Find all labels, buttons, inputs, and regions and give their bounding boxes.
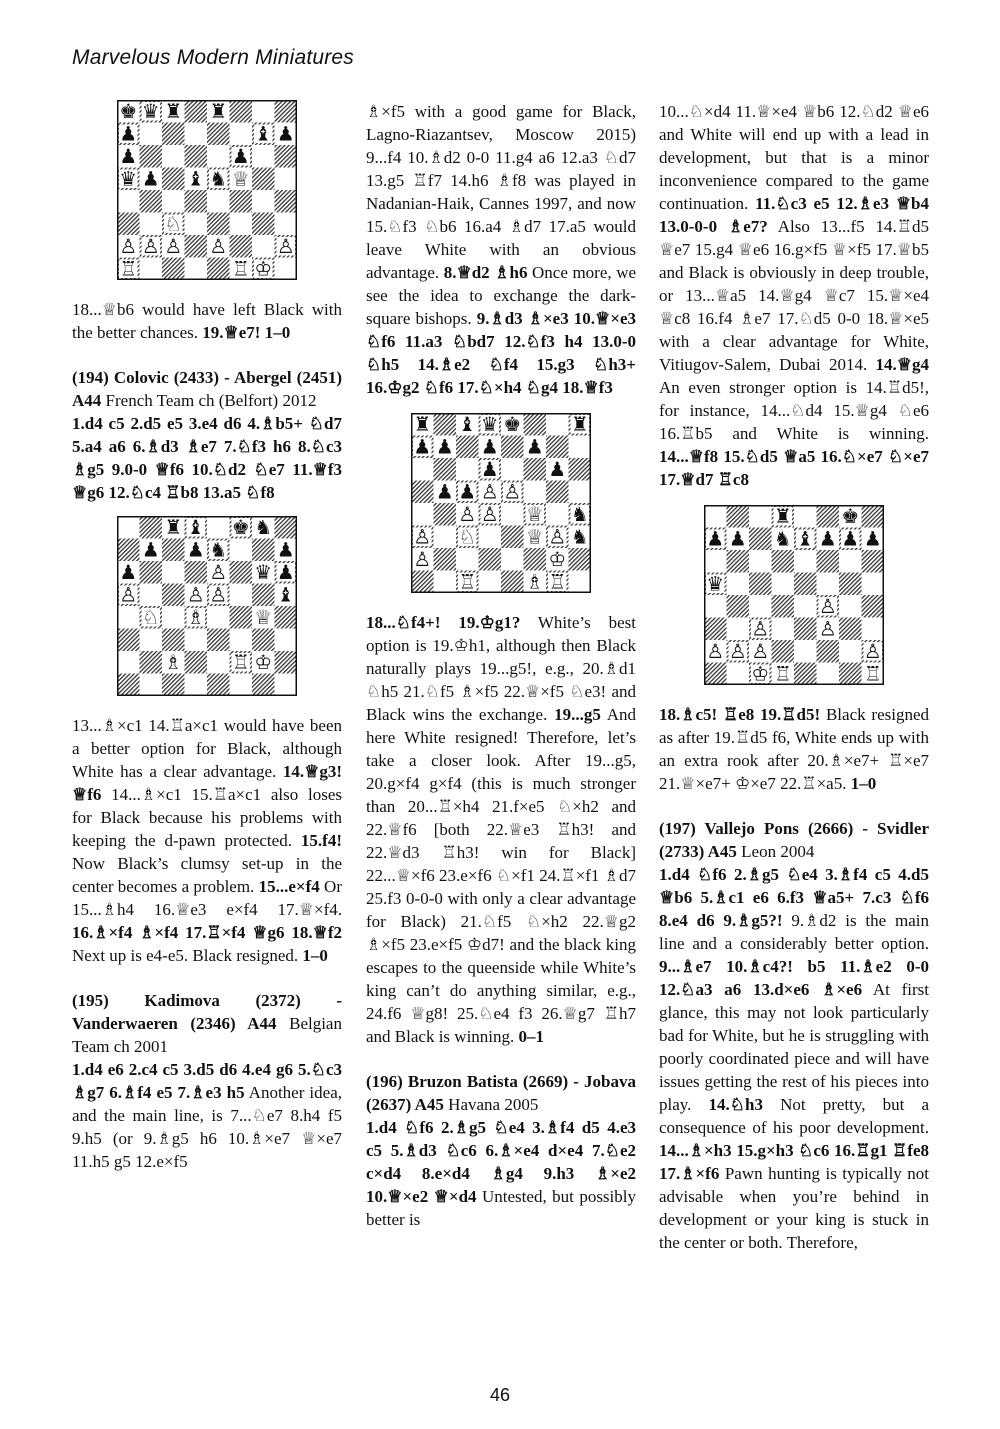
dark-square	[230, 100, 253, 123]
light-square	[456, 548, 479, 571]
dark-square	[252, 168, 275, 191]
light-square	[252, 145, 275, 168]
white-pawn-icon: ♙	[548, 525, 567, 549]
light-square	[839, 595, 862, 618]
white-pawn-icon: ♙	[458, 503, 477, 526]
light-square	[117, 516, 140, 539]
dark-square	[524, 458, 547, 481]
light-square	[230, 123, 253, 146]
dark-square	[117, 213, 140, 236]
white-rook-icon: ♖	[773, 662, 792, 685]
dark-square	[162, 674, 185, 697]
light-square	[704, 595, 727, 618]
black-pawn-icon: ♟	[186, 538, 205, 562]
light-square	[207, 606, 230, 629]
white-pawn-icon: ♙	[706, 640, 725, 663]
game-heading: (197) Vallejo Pons (2666) - Svidler (2733) A45 Leon 2004	[659, 819, 929, 861]
white-pawn-icon: ♙	[480, 480, 499, 504]
white-pawn-icon: ♙	[413, 548, 432, 571]
white-rook-icon: ♖	[119, 257, 138, 280]
dark-square	[794, 663, 817, 686]
black-pawn-icon: ♟	[458, 480, 477, 504]
light-square	[839, 640, 862, 663]
light-square	[275, 629, 298, 652]
dark-square	[434, 413, 457, 436]
dark-square	[411, 571, 434, 594]
black-pawn-icon: ♟	[231, 145, 250, 168]
white-pawn-icon: ♙	[751, 617, 770, 641]
dark-square	[275, 145, 298, 168]
dark-square	[862, 505, 885, 528]
black-bishop-icon: ♝	[796, 527, 815, 551]
light-square	[772, 573, 795, 596]
dark-square	[162, 584, 185, 607]
light-square	[230, 539, 253, 562]
white-queen-icon: ♕	[525, 525, 544, 549]
dark-square	[749, 573, 772, 596]
black-rook-icon: ♜	[164, 516, 183, 539]
black-king-icon: ♚	[503, 413, 522, 436]
black-knight-icon: ♞	[570, 525, 589, 549]
white-pawn-icon: ♙	[480, 503, 499, 526]
black-pawn-icon: ♟	[480, 435, 499, 459]
light-square	[569, 481, 592, 504]
black-pawn-icon: ♟	[706, 527, 725, 551]
white-pawn-icon: ♙	[818, 595, 837, 618]
light-square	[162, 561, 185, 584]
light-square	[117, 606, 140, 629]
light-square	[772, 618, 795, 641]
black-knight-icon: ♞	[209, 538, 228, 562]
black-pawn-icon: ♟	[276, 538, 295, 562]
white-rook-icon: ♖	[548, 570, 567, 593]
dark-square	[501, 571, 524, 594]
white-pawn-icon: ♙	[119, 235, 138, 258]
black-pawn-icon: ♟	[276, 561, 295, 584]
white-queen-icon: ♕	[254, 606, 273, 629]
black-bishop-icon: ♝	[276, 583, 295, 607]
dark-square	[207, 258, 230, 281]
chess-diagram	[411, 413, 591, 593]
dark-square	[772, 595, 795, 618]
black-knight-icon: ♞	[209, 167, 228, 191]
black-pawn-icon: ♟	[119, 145, 138, 168]
dark-square	[275, 190, 298, 213]
light-square	[140, 123, 163, 146]
running-header: Marvelous Modern Miniatures	[72, 46, 355, 69]
chess-diagram	[704, 505, 884, 685]
light-square	[749, 550, 772, 573]
dark-square	[140, 561, 163, 584]
game-moves: 1.d4 c5 2.d5 e5 3.e4 d6 4.♗b5+ ♘d7 5.a4 a6 6.♗d3 ♗e7 7.♘f3 h6 8.♘c3 ♗g5 9.0-0 ♕f6 10.♘d2 ♘e7 11.♕f3 ♕g6 12.♘c4 ♖b8 13.a5 ♘f8	[72, 414, 342, 502]
white-pawn-icon: ♙	[186, 583, 205, 607]
paragraph: 10...♘×d4 11.♕×e4 ♕b6 12.♘d2 ♕e6 and White will end up with a lead in development, but that is a minor inconvenience compared to the game continuation. 11.♘c3 e5 12.♗e3 ♕b4 13.0-0-0 ♗e7? Also 13...f5 14.♖d5 ♕e7 15.g4 ♕e6 16.g×f5 ♕×f5 17.♕b5 and Black is obviously in deep trouble, or 13...♕a5 14.♕g4 ♕c7 15.♕×e4 ♕c8 16.f4 ♗e7 17.♘d5 0-0 18.♕×e5 with a clear advantage for White, Vitiugov-Salem, Dubai 2014. 14.♕g4 An even stronger option is 14.♖d5!, for instance, 14...♘d4 15.♕g4 ♘e6 16.♖b5 and White is winning. 14...♕f8 15.♘d5 ♕a5 16.♘×e7 ♘×e7 17.♕d7 ♖c8	[659, 102, 930, 489]
column-1	[72, 100, 342, 1173]
white-pawn-icon: ♙	[209, 561, 228, 584]
black-pawn-icon: ♟	[863, 527, 882, 551]
black-queen-icon: ♛	[119, 167, 138, 191]
dark-square	[794, 618, 817, 641]
dark-square	[839, 573, 862, 596]
white-knight-icon: ♘	[164, 212, 183, 236]
dark-square	[252, 213, 275, 236]
light-square	[411, 458, 434, 481]
black-pawn-icon: ♟	[413, 435, 432, 459]
light-square	[749, 505, 772, 528]
light-square	[252, 190, 275, 213]
light-square	[501, 503, 524, 526]
paragraph: 1.d4 e6 2.c4 c5 3.d5 d6 4.e4 g6 5.♘c3 ♗g7 6.♗f4 e5 7.♗e3 h5 Another idea, and the main line, is 7...♘e7 8.h4 f5 9.h5 (or 9.♗g5 h6 10.♗×e7 ♕×e7 11.h5 g5 12.e×f5	[72, 1060, 342, 1171]
light-square	[140, 674, 163, 697]
white-king-icon: ♔	[254, 257, 273, 280]
dark-square	[185, 190, 208, 213]
light-square	[162, 606, 185, 629]
dark-square	[230, 190, 253, 213]
dark-square	[569, 458, 592, 481]
black-queen-icon: ♛	[480, 413, 499, 436]
dark-square	[207, 123, 230, 146]
black-bishop-icon: ♝	[254, 122, 273, 146]
light-square	[817, 573, 840, 596]
dark-square	[162, 539, 185, 562]
dark-square	[230, 561, 253, 584]
black-pawn-icon: ♟	[548, 458, 567, 481]
black-knight-icon: ♞	[254, 516, 273, 539]
black-pawn-icon: ♟	[818, 527, 837, 551]
black-pawn-icon: ♟	[119, 561, 138, 584]
black-king-icon: ♚	[841, 505, 860, 528]
white-rook-icon: ♖	[231, 257, 250, 280]
light-square	[794, 595, 817, 618]
dark-square	[839, 618, 862, 641]
dark-square	[524, 413, 547, 436]
white-pawn-icon: ♙	[818, 617, 837, 641]
light-square	[185, 213, 208, 236]
dark-square	[162, 168, 185, 191]
black-pawn-icon: ♟	[276, 122, 295, 146]
light-square	[162, 145, 185, 168]
light-square	[704, 550, 727, 573]
dark-square	[275, 651, 298, 674]
dark-square	[140, 145, 163, 168]
white-bishop-icon: ♗	[186, 606, 205, 629]
dark-square	[862, 595, 885, 618]
dark-square	[117, 674, 140, 697]
black-pawn-icon: ♟	[435, 435, 454, 459]
light-square	[434, 526, 457, 549]
black-pawn-icon: ♟	[141, 538, 160, 562]
white-rook-icon: ♖	[231, 651, 250, 674]
light-square	[794, 550, 817, 573]
light-square	[456, 458, 479, 481]
black-pawn-icon: ♟	[525, 435, 544, 459]
light-square	[117, 190, 140, 213]
white-king-icon: ♔	[751, 662, 770, 685]
dark-square	[727, 505, 750, 528]
light-square	[411, 503, 434, 526]
dark-square	[162, 123, 185, 146]
paragraph: 1.d4 ♘f6 2.♗g5 ♘e4 3.♗f4 c5 4.d5 ♕b6 5.♗c1 e6 6.f3 ♕a5+ 7.c3 ♘f6 8.e4 d6 9.♗g5?! 9.♗d2 is the main line and a considerably better option. 9...♗e7 10.♗c4?! b5 11.♗e2 0-0 12.♘a3 a6 13.d×e6 ♗×e6 At first glance, this may not look particularly bad for White, but he is struggling with poorly coordinated piece and will have issues getting the rest of his pieces into play. 14.♘h3 Not pretty, but a consequence of his poor development. 14...♗×h3 15.g×h3 ♘c6 16.♖g1 ♖fe8 17.♗×f6 Pawn hunting is typically not advisable when you’re behind in development or your king is stuck in the center or both. Therefore,	[659, 865, 930, 1252]
black-queen-icon: ♛	[141, 100, 160, 123]
paragraph: 18...♘f4+! 19.♔g1? White’s best option is 19.♔h1, although then Black naturally plays 19...g5!, e.g., 20.♗d1 ♘h5 21.♘f5 ♗×f5 22.♕×f5 ♘e3! and Black wins the exchange. 19...g5 And here White resigned! Therefore, let’s take a closer look. After 19...g5, 20.g×f4 g×f4 (this is much stronger than 20...♖×h4 21.f×e5 ♘×h2 and 22.♕f6 [both 22.♕e3 ♖h3! and 22.♕d3 ♖h3! win for Black] 22...♕×f6 23.e×f6 ♘×f1 24.♖×f1 ♗d7 25.f3 0-0-0 with only a clear advantage for Black) 21.♘f5 ♘×h2 22.♕g2 ♗×f5 23.e×f5 ♔d7! and the black king escapes to the queenside while White’s king can’t do anything similar, e.g., 24.f6 ♕g8! 25.♘e4 f3 26.♕g7 ♖h7 and Black is winning. 0–1	[366, 613, 637, 1046]
game-heading: (195) Kadimova (2372) - Vanderwaeren (2346) A44 Belgian Team ch 2001	[72, 991, 342, 1056]
white-pawn-icon: ♙	[413, 525, 432, 549]
dark-square	[704, 618, 727, 641]
light-square	[140, 213, 163, 236]
dark-square	[185, 100, 208, 123]
light-square	[230, 584, 253, 607]
light-square	[207, 516, 230, 539]
light-square	[207, 145, 230, 168]
dark-square	[727, 550, 750, 573]
dark-square	[434, 458, 457, 481]
light-square	[207, 651, 230, 674]
dark-square	[817, 550, 840, 573]
light-square	[794, 640, 817, 663]
black-pawn-icon: ♟	[480, 458, 499, 481]
light-square	[140, 584, 163, 607]
light-square	[207, 190, 230, 213]
dark-square	[772, 550, 795, 573]
black-king-icon: ♚	[119, 100, 138, 123]
black-rook-icon: ♜	[164, 100, 183, 123]
dark-square	[546, 481, 569, 504]
white-rook-icon: ♖	[458, 570, 477, 593]
light-square	[839, 550, 862, 573]
light-square	[434, 571, 457, 594]
light-square	[162, 190, 185, 213]
dark-square	[140, 190, 163, 213]
dark-square	[162, 629, 185, 652]
light-square	[275, 674, 298, 697]
light-square	[275, 258, 298, 281]
dark-square	[275, 516, 298, 539]
dark-square	[456, 436, 479, 459]
black-pawn-icon: ♟	[841, 527, 860, 551]
dark-square	[140, 651, 163, 674]
dark-square	[117, 539, 140, 562]
dark-square	[230, 235, 253, 258]
black-knight-icon: ♞	[773, 527, 792, 551]
light-square	[185, 258, 208, 281]
page-number: 46	[489, 1385, 511, 1405]
light-square	[727, 663, 750, 686]
light-square	[546, 413, 569, 436]
white-pawn-icon: ♙	[276, 235, 295, 258]
black-rook-icon: ♜	[570, 413, 589, 436]
black-rook-icon: ♜	[209, 100, 228, 123]
light-square	[275, 168, 298, 191]
column-2	[366, 100, 636, 1231]
dark-square	[140, 516, 163, 539]
dark-square	[185, 235, 208, 258]
white-pawn-icon: ♙	[209, 235, 228, 258]
white-pawn-icon: ♙	[503, 480, 522, 504]
white-knight-icon: ♘	[141, 606, 160, 629]
light-square	[817, 663, 840, 686]
white-queen-icon: ♕	[231, 167, 250, 191]
light-square	[569, 571, 592, 594]
dark-square	[434, 548, 457, 571]
paragraph: 1.d4 ♘f6 2.♗g5 ♘e4 3.♗f4 d5 4.e3 c5 5.♗d3 ♘c6 6.♗×e4 d×e4 7.♘e2 c×d4 8.e×d4 ♗g4 9.h3 ♗×e2 10.♕×e2 ♕×d4 Untested, but possibly better is	[366, 1118, 636, 1229]
white-pawn-icon: ♙	[119, 583, 138, 607]
dark-square	[704, 663, 727, 686]
light-square	[230, 674, 253, 697]
dark-square	[185, 561, 208, 584]
dark-square	[501, 436, 524, 459]
light-square	[501, 548, 524, 571]
white-king-icon: ♔	[254, 651, 273, 674]
column-3	[659, 100, 929, 1254]
dark-square	[185, 651, 208, 674]
white-king-icon: ♔	[548, 548, 567, 571]
dark-square	[501, 526, 524, 549]
dark-square	[230, 606, 253, 629]
black-rook-icon: ♜	[413, 413, 432, 436]
black-king-icon: ♚	[231, 516, 250, 539]
dark-square	[727, 595, 750, 618]
dark-square	[434, 503, 457, 526]
white-queen-icon: ♕	[525, 503, 544, 526]
black-queen-icon: ♛	[706, 572, 725, 596]
black-bishop-icon: ♝	[186, 167, 205, 191]
light-square	[117, 651, 140, 674]
dark-square	[185, 145, 208, 168]
light-square	[252, 235, 275, 258]
black-knight-icon: ♞	[570, 503, 589, 526]
black-queen-icon: ♛	[254, 561, 273, 584]
black-bishop-icon: ♝	[186, 516, 205, 539]
dark-square	[569, 548, 592, 571]
white-pawn-icon: ♙	[751, 640, 770, 663]
white-bishop-icon: ♗	[164, 651, 183, 674]
dark-square	[817, 640, 840, 663]
light-square	[479, 571, 502, 594]
light-square	[546, 503, 569, 526]
black-pawn-icon: ♟	[141, 167, 160, 191]
black-rook-icon: ♜	[773, 505, 792, 528]
dark-square	[524, 548, 547, 571]
light-square	[569, 436, 592, 459]
white-pawn-icon: ♙	[728, 640, 747, 663]
black-bishop-icon: ♝	[458, 413, 477, 436]
light-square	[252, 100, 275, 123]
light-square	[230, 629, 253, 652]
dark-square	[749, 528, 772, 551]
paragraph: ♗×f5 with a good game for Black, Lagno-Riazantsev, Moscow 2015) 9...f4 10.♗d2 0-0 11.g4 a6 12.a3 ♘d7 13.g5 ♖f7 14.h6 ♗f8 was played in Nadanian-Haik, Cannes 1997, and now 15.♘f3 ♘b6 16.a4 ♗d7 17.a5 would leave White with an obvious advantage. 8.♕d2 ♗h6 Once more, we see the idea to exchange the dark-square bishops. 9.♗d3 ♗×e3 10.♕×e3 ♘f6 11.a3 ♘bd7 12.♘f3 h4 13.0-0 ♘h5 14.♗e2 ♘f4 15.g3 ♘h3+ 16.♔g2 ♘f6 17.♘×h4 ♘g4 18.♕f3	[366, 102, 637, 397]
dark-square	[275, 100, 298, 123]
dark-square	[546, 436, 569, 459]
light-square	[140, 629, 163, 652]
game-heading: (196) Bruzon Batista (2669) - Jobava (2637) A45 Havana 2005	[366, 1072, 636, 1114]
light-square	[524, 481, 547, 504]
dark-square	[207, 213, 230, 236]
chess-diagram	[117, 516, 297, 696]
dark-square	[862, 550, 885, 573]
light-square	[727, 618, 750, 641]
light-square	[862, 618, 885, 641]
dark-square	[207, 629, 230, 652]
light-square	[501, 458, 524, 481]
light-square	[862, 573, 885, 596]
white-pawn-icon: ♙	[209, 583, 228, 607]
dark-square	[794, 573, 817, 596]
dark-square	[275, 606, 298, 629]
dark-square	[117, 629, 140, 652]
white-rook-icon: ♖	[863, 662, 882, 685]
white-pawn-icon: ♙	[141, 235, 160, 258]
dark-square	[479, 548, 502, 571]
light-square	[230, 213, 253, 236]
light-square	[140, 258, 163, 281]
black-pawn-icon: ♟	[435, 480, 454, 504]
dark-square	[207, 674, 230, 697]
dark-square	[252, 629, 275, 652]
white-pawn-icon: ♙	[863, 640, 882, 663]
light-square	[704, 505, 727, 528]
dark-square	[772, 640, 795, 663]
light-square	[727, 573, 750, 596]
paragraph: 13...♗×c1 14.♖a×c1 would have been a better option for Black, although White has a clear advantage. 14.♕g3! ♕f6 14...♗×c1 15.♖a×c1 also loses for Black because his problems with keeping the d-pawn protected. 15.f4! Now Black’s clumsy set-up in the center becomes a problem. 15...e×f4 Or 15...♗h4 16.♕e3 e×f4 17.♕×f4. 16.♗×f4 ♗×f4 17.♖×f4 ♕g6 18.♕f2 Next up is e4-e5. Black resigned. 1–0	[72, 716, 342, 965]
paragraph: 18...♕b6 would have left Black with the better chances. 19.♕e7! 1–0	[72, 300, 342, 342]
light-square	[185, 123, 208, 146]
paragraph: 18.♗c5! ♖e8 19.♖d5! Black resigned as after 19.♖d5 f6, White ends up with an extra rook after 20.♗×e7+ ♖×e7 21.♕×e7+ ♔×e7 22.♖×a5. 1–0	[659, 705, 929, 793]
light-square	[185, 629, 208, 652]
white-bishop-icon: ♗	[525, 570, 544, 593]
dark-square	[252, 539, 275, 562]
white-pawn-icon: ♙	[164, 235, 183, 258]
light-square	[749, 595, 772, 618]
dark-square	[839, 663, 862, 686]
light-square	[275, 213, 298, 236]
light-square	[479, 526, 502, 549]
light-square	[794, 505, 817, 528]
dark-square	[252, 674, 275, 697]
black-pawn-icon: ♟	[119, 122, 138, 146]
light-square	[185, 674, 208, 697]
chess-diagram	[117, 100, 297, 280]
dark-square	[817, 505, 840, 528]
dark-square	[162, 258, 185, 281]
white-knight-icon: ♘	[458, 525, 477, 549]
dark-square	[252, 584, 275, 607]
black-pawn-icon: ♟	[728, 527, 747, 551]
dark-square	[411, 481, 434, 504]
game-heading: (194) Colovic (2433) - Abergel (2451) A44 French Team ch (Belfort) 2012	[72, 368, 342, 410]
